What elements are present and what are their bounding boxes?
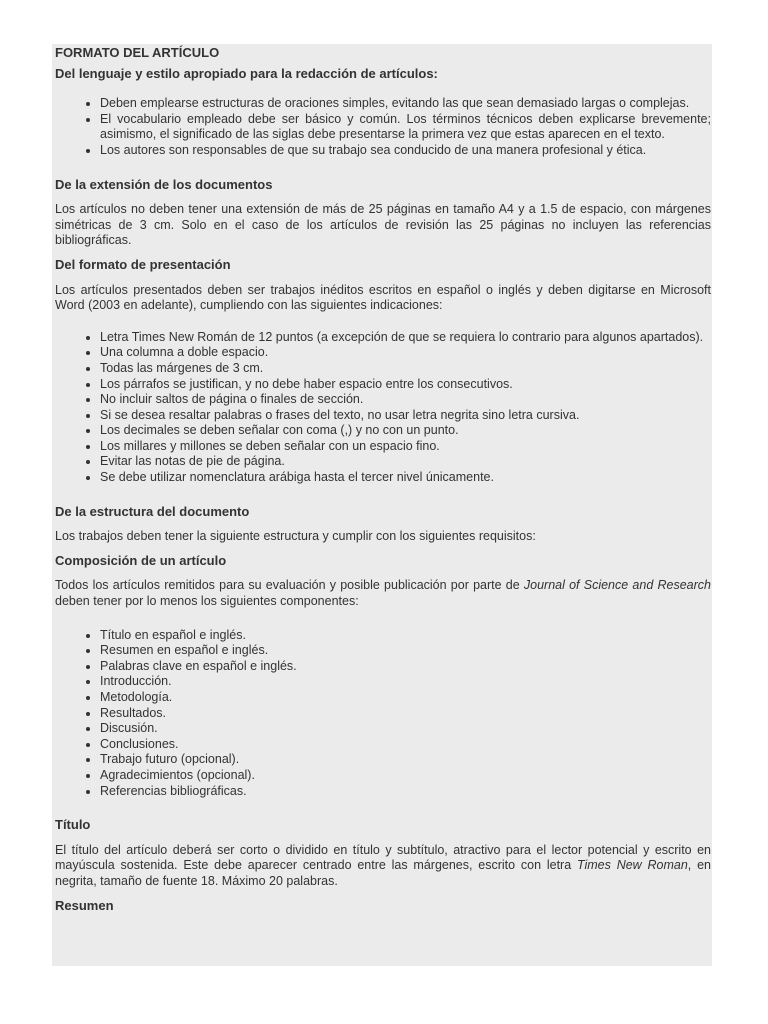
list-item: • Los autores son responsables de que su trabajo sea conducido de una manera profesional y ética. [100,143,711,159]
journal-name: Journal of Science and Research [523,578,711,593]
list-item: • Trabajo futuro (opcional). [100,752,711,768]
list-item: • Resultados. [100,706,711,722]
list-item: • Referencias bibliográficas. [100,784,711,800]
title-section-paragraph [55,843,711,890]
structure-heading: De la estructura del documento [55,503,250,519]
list-item: • Los párrafos se justifican, y no debe haber espacio entre los consecutivos. [100,377,711,393]
list-item: • Metodología. [100,690,711,706]
composition-list [55,628,711,800]
list-item: • El vocabulario empleado debe ser básico y común. Los términos técnicos deben explicarse brevemente; asimismo, el significado de las siglas debe presentarse la primera vez que estas aparecen en el texto. [100,112,711,143]
list-item: • Evitar las notas de pie de página. [100,454,711,470]
extension-heading: De la extensión de los documentos [55,176,273,192]
format-paragraph: Los artículos presentados deben ser trabajos inéditos escritos en español o inglés y deben digitarse en Microsoft Word (2003 en adelante), cumpliendo con las siguientes indicaciones: [55,282,711,313]
title-text-after: , en negrita, tamaño de fuente 18. Máximo 20 palabras. [55,858,711,888]
list-item: • Una columna a doble espacio. [100,345,711,361]
format-heading: Del formato de presentación [55,256,231,272]
composition-paragraph [55,578,711,609]
list-item: • Título en español e inglés. [100,628,711,644]
format-list [55,330,711,486]
list-item: • Letra Times New Román de 12 puntos (a excepción de que se requiera lo contrario para algunos apartados). [100,330,711,346]
composition-text-before: Todos los artículos remitidos para su evaluación y posible publicación por parte de [55,578,524,593]
list-item: • Deben emplearse estructuras de oraciones simples, evitando las que sean demasiado largas o complejas. [100,96,711,112]
list-item: • Los decimales se deben señalar con coma (,) y no con un punto. [100,423,711,439]
list-item: • Introducción. [100,674,711,690]
list-item: • Conclusiones. [100,737,711,753]
font-name: Times New Roman [576,858,688,873]
abstract-heading: Resumen [55,897,114,913]
title-section-heading: Título [55,817,91,833]
list-item: • Todas las márgenes de 3 cm. [100,361,711,377]
list-item: • Agradecimientos (opcional). [100,768,711,784]
style-list [55,96,711,158]
document-title: FORMATO DEL ARTÍCULO [55,45,220,60]
title-text-before: El título del artículo deberá ser corto o dividido en título y subtítulo, atractivo para el lector potencial y escrito en mayúscula sostenida. Este debe aparecer centrado entre las márgenes, escrito con letra [55,842,711,873]
list-item: • Palabras clave en español e inglés. [100,659,711,675]
composition-heading: Composición de un artículo [55,552,227,568]
extension-paragraph: Los artículos no deben tener una extensión de más de 25 páginas en tamaño A4 y a 1.5 de espacio, con márgenes simétricas de 3 cm. Solo en el caso de los artículos de revisión las 25 páginas no incluyen las referencias bibliográficas. [55,202,711,248]
list-item: • No incluir saltos de página o finales de sección. [100,392,711,408]
document-page [52,44,712,966]
list-item: • Discusión. [100,721,711,737]
style-heading: Del lenguaje y estilo apropiado para la redacción de artículos: [55,65,438,81]
composition-text-after: deben tener por lo menos los siguientes componentes: [55,594,359,609]
structure-paragraph: Los trabajos deben tener la siguiente estructura y cumplir con los siguientes requisitos: [55,529,536,544]
list-item: • Se debe utilizar nomenclatura arábiga hasta el tercer nivel únicamente. [100,470,711,486]
list-item: • Resumen en español e inglés. [100,643,711,659]
list-item: • Los millares y millones se deben señalar con un espacio fino. [100,439,711,455]
list-item: • Si se desea resaltar palabras o frases del texto, no usar letra negrita sino letra cursiva. [100,408,711,424]
